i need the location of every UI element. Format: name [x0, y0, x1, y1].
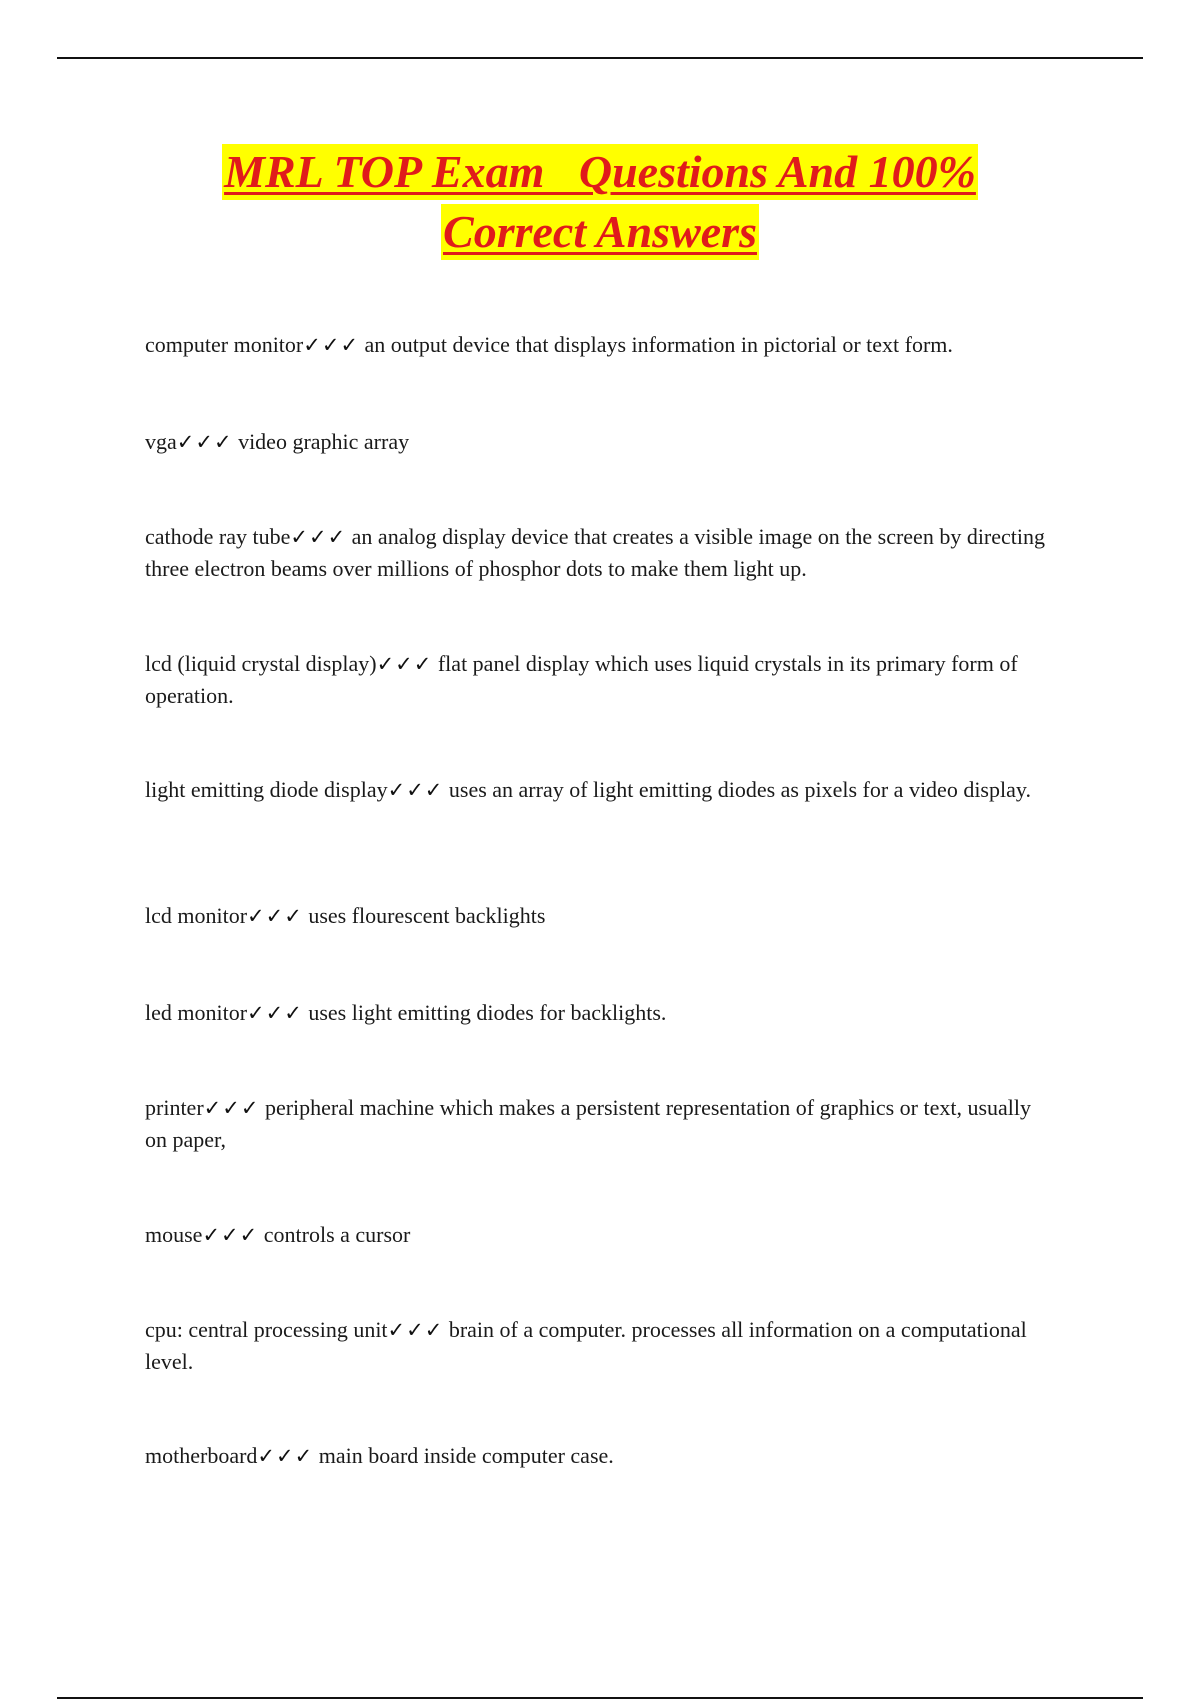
entry-term: printer: [145, 1095, 204, 1120]
entry-answer: an analog display device that creates a visible image on the screen by directing three electron beams over millions of phosphor dots to make them light up.: [145, 524, 1046, 581]
entry-answer: peripheral machine which makes a persistent representation of graphics or text, usually on paper,: [145, 1095, 1032, 1152]
entry-term: lcd monitor: [145, 903, 248, 928]
check-marks-icon: ✓✓✓: [290, 525, 347, 549]
entry-term: mouse: [145, 1222, 203, 1247]
entry-answer: uses light emitting diodes for backlights.: [302, 1000, 667, 1025]
qa-entry-motherboard: [145, 1440, 1055, 1472]
bottom-rule: [57, 1697, 1143, 1699]
qa-entry-lcd: [145, 648, 1055, 711]
entry-term: computer monitor: [145, 332, 304, 357]
entry-answer: brain of a computer. processes all information on a computational level.: [145, 1317, 1027, 1374]
entry-term: light emitting diode display: [145, 777, 388, 802]
check-marks-icon: ✓✓✓: [203, 1096, 260, 1120]
entry-term: cpu: central processing unit: [145, 1317, 388, 1342]
title-line-1: MRL TOP Exam Questions And 100%: [222, 144, 978, 200]
check-marks-icon: ✓✓✓: [387, 778, 444, 802]
entry-term: vga: [145, 429, 177, 454]
check-marks-icon: ✓✓✓: [176, 430, 233, 454]
entry-answer: main board inside computer case.: [313, 1443, 614, 1468]
qa-entry-cpu: [145, 1314, 1055, 1377]
entry-term: lcd (liquid crystal display): [145, 651, 377, 676]
entry-term: motherboard: [145, 1443, 258, 1468]
qa-entry-led-monitor: [145, 997, 1055, 1029]
entry-answer: an output device that displays information in pictorial or text form.: [359, 332, 953, 357]
entry-term: cathode ray tube: [145, 524, 291, 549]
check-marks-icon: ✓✓✓: [247, 1001, 303, 1025]
entry-answer: video graphic array: [232, 429, 410, 454]
check-marks-icon: ✓✓✓: [257, 1444, 314, 1468]
entry-term: led monitor: [145, 1000, 248, 1025]
qa-entry-printer: [145, 1092, 1055, 1155]
qa-entry-computer-monitor: [145, 329, 1055, 361]
check-marks-icon: ✓✓✓: [202, 1223, 259, 1247]
entry-answer: uses flourescent backlights: [302, 903, 546, 928]
check-marks-icon: ✓✓✓: [247, 904, 303, 928]
entry-answer: controls a cursor: [258, 1222, 411, 1247]
check-marks-icon: ✓✓✓: [376, 652, 433, 676]
qa-entry-lcd-monitor: [145, 900, 1055, 932]
qa-entry-mouse: [145, 1219, 1055, 1251]
qa-entry-cathode-ray-tube: [145, 521, 1055, 584]
entry-answer: uses an array of light emitting diodes as pixels for a video display.: [443, 777, 1031, 802]
check-marks-icon: ✓✓✓: [387, 1318, 444, 1342]
title-line-2: Correct Answers: [441, 204, 759, 260]
qa-entry-vga: [145, 426, 1055, 458]
entry-answer: flat panel display which uses liquid crystals in its primary form of operation.: [145, 651, 1018, 708]
qa-entry-led-display: [145, 774, 1055, 806]
check-marks-icon: ✓✓✓: [303, 333, 360, 357]
